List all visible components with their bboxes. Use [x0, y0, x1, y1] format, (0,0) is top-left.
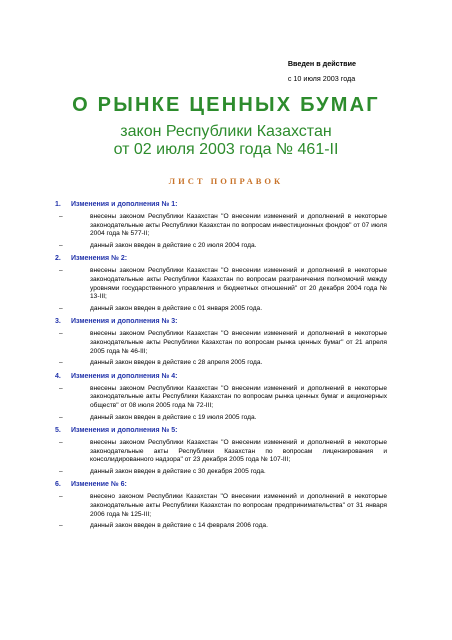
- amendment-title: Изменения и дополнения № 1:: [71, 201, 178, 208]
- effective-date: с 10 июля 2003 года: [287, 74, 356, 83]
- amendment-item: [55, 493, 387, 519]
- amendment-item-text: внесены законом Республики Казахстан "О внесении изменений и дополнений в некоторые законодательные акты Республики Казахстан по вопросам рынка ценных бумаг" от 21 апреля 2005 года № 46-III;: [90, 330, 387, 355]
- amendment-title: Изменения № 2:: [71, 255, 128, 263]
- amendment-entry: [55, 371, 387, 422]
- amendment-heading: [55, 316, 387, 328]
- amendment-item-text: внесены законом Республики Казахстан "О внесении изменений и дополнений в некоторые законодательные акты Республики Казахстан по вопросам рынка ценных бумаг и акционерных обществ" от 08 июля 2005 года № 72-III;: [90, 384, 387, 409]
- amendment-item: [55, 213, 387, 239]
- dash-marker: –: [59, 522, 63, 530]
- amendment-title: Изменение № 6:: [71, 481, 127, 489]
- dash-marker: –: [59, 304, 63, 312]
- dash-marker: –: [59, 213, 63, 220]
- dash-marker: –: [59, 467, 63, 475]
- amendment-number: 2.: [55, 255, 61, 263]
- effective-date-block: [288, 56, 356, 86]
- amendments-list: [55, 199, 387, 534]
- effective-label: Введен в действие: [287, 59, 356, 68]
- amendment-item-text: внесены законом Республики Казахстан "О внесении изменений и дополнений в некоторые законодательные акты Республики Казахстан по вопросам лицензирования и консолидированного надзора" от 23 декабря 2005 года № 107-III;: [90, 439, 387, 464]
- amendment-entry: [55, 425, 387, 476]
- dash-marker: –: [59, 493, 63, 501]
- amendment-number: 4.: [55, 372, 61, 380]
- amendment-item: [55, 359, 387, 368]
- amendment-heading: [55, 371, 387, 383]
- dash-marker: –: [59, 439, 63, 447]
- amendment-item: [55, 414, 387, 423]
- law-subtitle: закон Республики Казахстан: [120, 123, 332, 140]
- amendment-number: 6.: [55, 481, 61, 489]
- amendment-heading: [55, 425, 387, 437]
- amendment-title: Изменения и дополнения № 4:: [71, 372, 178, 380]
- amendment-item-text: внесены законом Республики Казахстан "О внесении изменений и дополнений в некоторые законодательные акты Республики Казахстан по вопросам разграничения полномочий между уровнями государственного управления и бюджетных отношений" от 20 декабря 2004 года № 13-III;: [90, 267, 387, 301]
- amendment-number: 1.: [55, 201, 61, 208]
- amendment-item: [55, 522, 387, 531]
- dash-marker: –: [59, 267, 63, 275]
- amendment-item-text: внесено законом Республики Казахстан "О внесении изменений и дополнений в некоторые законодательные акты Республики Казахстан по вопросам предпринимательства" от 31 января 2006 года № 125-III;: [90, 493, 387, 518]
- amendment-item: [55, 468, 387, 477]
- dash-marker: –: [59, 359, 63, 367]
- amendments-sheet-title: ЛИСТ ПОПРАВОК: [168, 176, 284, 186]
- amendment-title: Изменения и дополнения № 3:: [71, 318, 178, 326]
- amendment-item: [55, 242, 387, 251]
- amendment-item-text: данный закон введен в действие с 28 апреля 2005 года.: [90, 359, 263, 367]
- amendment-entry: [55, 253, 387, 313]
- amendment-item: [55, 267, 387, 301]
- amendment-entry: [55, 479, 387, 530]
- dash-marker: –: [59, 413, 63, 421]
- amendment-item-text: данный закон введен в действие с 01 января 2005 года.: [90, 304, 263, 312]
- amendment-number: 3.: [55, 318, 61, 326]
- amendment-item: [55, 330, 387, 356]
- amendment-number: 5.: [55, 427, 61, 435]
- amendment-heading: [55, 479, 387, 491]
- amendment-entry: [55, 316, 387, 367]
- law-title: О РЫНКЕ ЦЕННЫХ БУМАГ: [72, 94, 380, 116]
- amendment-item: [55, 305, 387, 314]
- amendment-heading: [55, 253, 387, 265]
- amendment-item-text: данный закон введен в действие с 19 июля 2005 года.: [90, 413, 257, 421]
- dash-marker: –: [59, 330, 63, 338]
- dash-marker: –: [59, 241, 63, 249]
- law-date-number: от 02 июля 2003 года № 461-II: [113, 141, 339, 158]
- amendment-item: [55, 439, 387, 465]
- amendment-entry: [55, 199, 387, 250]
- amendment-item: [55, 385, 387, 411]
- amendment-item-text: данный закон введен в действие с 20 июля 2004 года.: [90, 241, 257, 249]
- dash-marker: –: [59, 384, 63, 392]
- amendment-item-text: внесены законом Республики Казахстан "О внесении изменений и дополнений в некоторые законодательные акты Республики Казахстан по вопросам инвестиционных фондов" от 07 июля 2004 года № 577-II;: [90, 213, 387, 238]
- amendment-title: Изменения и дополнения № 5:: [71, 427, 178, 435]
- amendment-item-text: данный закон введен в действие с 30 декабря 2005 года.: [90, 467, 266, 475]
- amendment-heading: [55, 199, 387, 211]
- amendment-item-text: данный закон введен в действие с 14 февраля 2006 года.: [90, 522, 268, 530]
